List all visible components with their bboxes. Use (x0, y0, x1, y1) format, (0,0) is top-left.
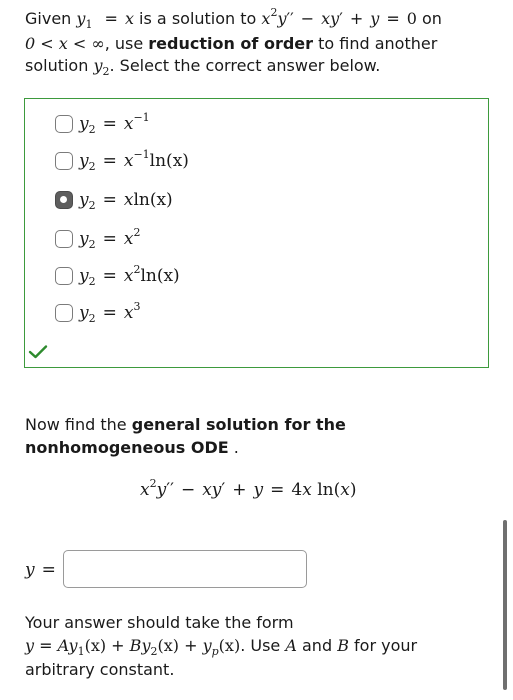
check-icon (28, 344, 48, 360)
option-1-checkbox[interactable] (55, 115, 73, 133)
question-text: Given $y_1 = x$ is a solution to $x^2y'' - xy' + y = 0$ on 0 < x < ∞, use reduction of order to find another solution $y_2$. Select the correct answer below. (25, 6, 442, 78)
answer-choices-box (24, 98, 489, 368)
nonhomogeneous-ode: $x^2y'' - xy' + y = 4x$ ln(x) (140, 477, 357, 500)
answer-label: y = (25, 560, 56, 580)
option-3-checkbox[interactable] (55, 191, 73, 209)
nonhomogeneous-prompt: Now find the general solution for the nonhomogeneous ODE . (25, 415, 346, 457)
scrollbar-thumb[interactable] (503, 520, 507, 690)
option-6-checkbox[interactable] (55, 304, 73, 322)
option-5[interactable]: $y_2$ = $x^2$ ln(x) (55, 263, 180, 289)
option-1[interactable]: $y_2$ = $x^{-1}$ (55, 111, 150, 137)
option-4[interactable]: $y_2$ = $x^2$ (55, 226, 140, 252)
option-2[interactable]: $y_2$ = $x^{-1}$ ln(x) (55, 148, 189, 174)
answer-input[interactable] (63, 550, 307, 588)
option-5-checkbox[interactable] (55, 267, 73, 285)
option-3[interactable]: $y_2$ = x ln(x) (55, 187, 173, 213)
option-6[interactable]: $y_2$ = $x^3$ (55, 300, 140, 326)
option-4-checkbox[interactable] (55, 230, 73, 248)
method-name: reduction of order (148, 33, 314, 53)
option-2-checkbox[interactable] (55, 152, 73, 170)
answer-form-hint: Your answer should take the form $y = Ay_1(x) + By_2(x) + y_p(x)$. Use A and B for your arbitrary constant. (25, 613, 418, 679)
